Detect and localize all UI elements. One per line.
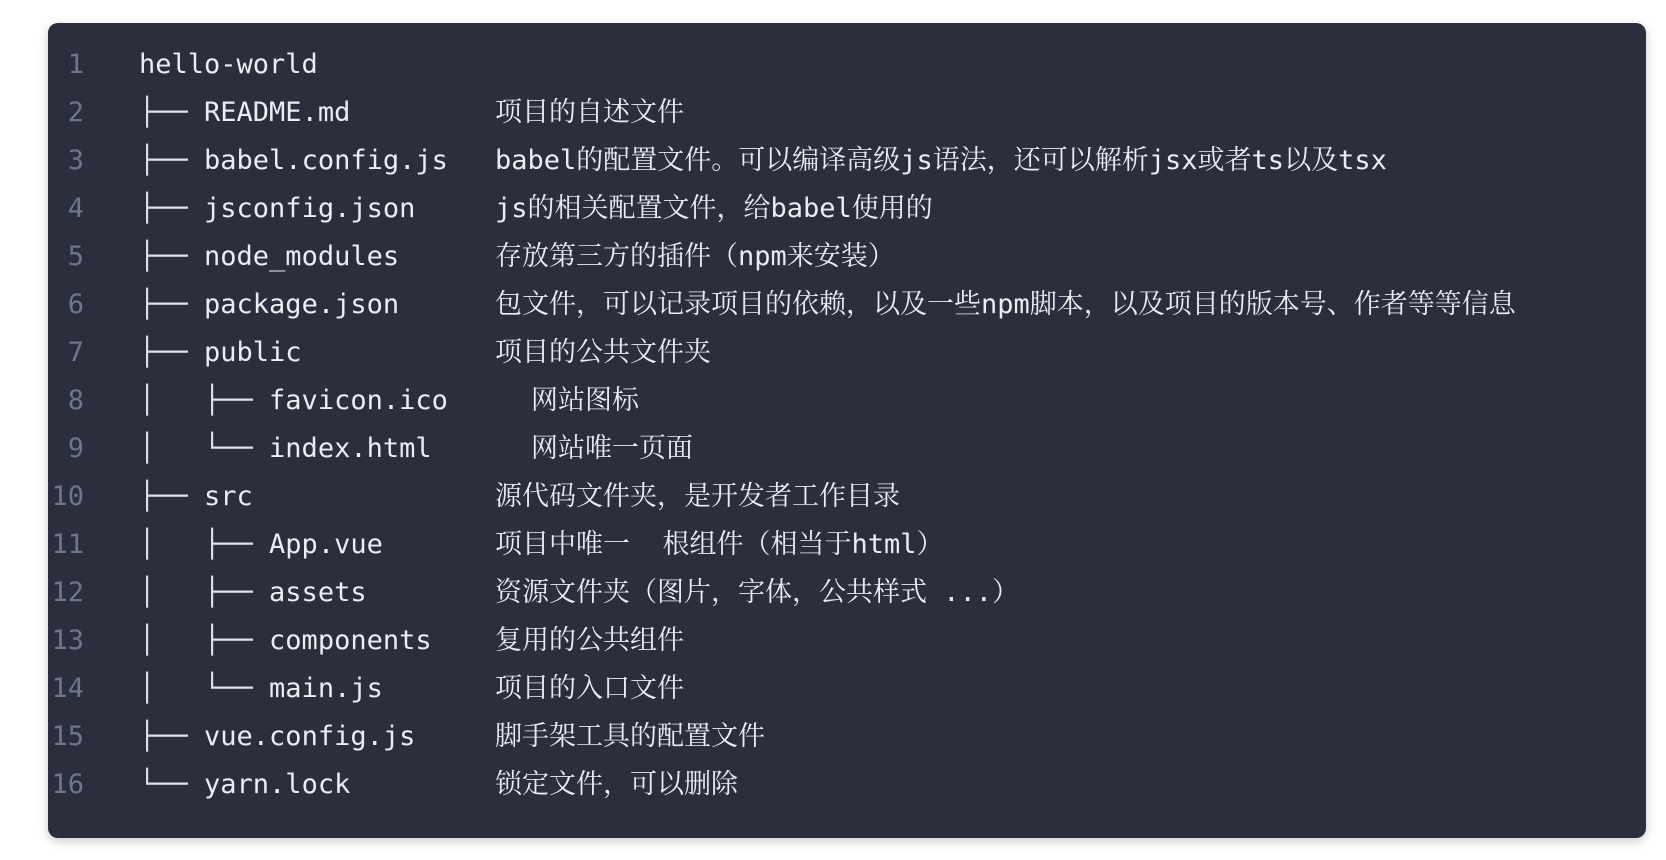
code-line [48,521,1646,569]
file-name: jsconfig.json [204,193,416,224]
code-line [48,569,1646,617]
file-name: index.html [269,433,432,464]
tree-entry [139,713,415,761]
line-number: 14 [51,673,84,704]
tree-branch-glyphs: │ └── [139,673,270,704]
file-tree [48,41,1646,809]
tree-entry [139,329,302,377]
tree-branch-glyphs: ├── [139,193,205,224]
tree-branch-glyphs: ├── [139,721,205,752]
code-line [48,329,1646,377]
line-number: 10 [51,481,84,512]
file-name: assets [269,577,367,608]
entry-description: babel的配置文件。可以编译高级js语法，还可以解析jsx或者ts以及tsx [495,145,1387,176]
code-line [48,137,1646,185]
tree-entry [139,281,399,329]
tree-branch-glyphs: ├── [139,97,205,128]
file-name: package.json [204,289,400,320]
tree-entry [139,617,432,665]
entry-description: 包文件，可以记录项目的依赖，以及一些npm脚本，以及项目的版本号、作者等等信息 [495,289,1516,320]
tree-branch-glyphs: ├── [139,145,205,176]
line-number: 13 [51,625,84,656]
line-number: 9 [67,433,84,464]
file-name: favicon.ico [269,385,448,416]
line-number: 4 [67,193,84,224]
entry-description: js的相关配置文件，给babel使用的 [495,193,933,224]
file-name: node_modules [204,241,400,272]
tree-entry [139,521,383,569]
tree-branch-glyphs: ├── [139,241,205,272]
tree-entry [139,185,415,233]
entry-description: 项目的公共文件夹 [495,337,711,368]
line-number: 16 [51,769,84,800]
tree-entry [139,569,367,617]
code-line [48,473,1646,521]
tree-entry [139,473,253,521]
line-number: 6 [67,289,84,320]
tree-branch-glyphs: │ ├── [139,529,270,560]
entry-description: 源代码文件夹，是开发者工作目录 [495,481,900,512]
file-name: README.md [204,97,351,128]
file-name: babel.config.js [204,145,448,176]
line-number: 5 [67,241,84,272]
entry-description: 锁定文件，可以删除 [495,769,738,800]
line-number: 8 [67,385,84,416]
tree-entry [139,41,318,89]
line-number: 3 [67,145,84,176]
tree-entry [139,665,383,713]
entry-description: 网站图标 [531,385,639,416]
entry-description: 项目的入口文件 [495,673,684,704]
line-number: 2 [67,97,84,128]
tree-branch-glyphs: └── [139,769,205,800]
file-name: src [204,481,253,512]
tree-entry [139,761,350,809]
line-number: 12 [51,577,84,608]
tree-branch-glyphs: │ ├── [139,577,270,608]
line-number: 11 [51,529,84,560]
file-name: App.vue [269,529,383,560]
file-name: yarn.lock [204,769,351,800]
tree-branch-glyphs: ├── [139,337,205,368]
code-line [48,41,1646,89]
code-line [48,377,1646,425]
code-line [48,425,1646,473]
line-number: 1 [67,49,84,80]
code-line [48,185,1646,233]
line-number: 7 [67,337,84,368]
entry-description: 资源文件夹（图片，字体，公共样式 ...） [495,577,1020,608]
tree-branch-glyphs: │ └── [139,433,270,464]
file-name: public [204,337,302,368]
entry-description: 项目中唯一 根组件（相当于html） [495,529,944,560]
entry-description: 复用的公共组件 [495,625,684,656]
code-line [48,665,1646,713]
tree-entry [139,377,448,425]
tree-branch-glyphs: │ ├── [139,385,270,416]
tree-entry [139,233,399,281]
entry-description: 网站唯一页面 [531,433,693,464]
code-line [48,761,1646,809]
file-name: vue.config.js [204,721,416,752]
tree-branch-glyphs: │ ├── [139,625,270,656]
tree-entry [139,425,432,473]
tree-branch-glyphs: ├── [139,481,205,512]
tree-entry [139,137,448,185]
tree-branch-glyphs: ├── [139,289,205,320]
code-line [48,617,1646,665]
file-name: hello-world [139,49,318,80]
code-block [48,23,1646,838]
file-name: components [269,625,432,656]
file-name: main.js [269,673,383,704]
code-line [48,233,1646,281]
entry-description: 脚手架工具的配置文件 [495,721,765,752]
tree-entry [139,89,350,137]
code-line [48,89,1646,137]
code-line [48,713,1646,761]
line-number: 15 [51,721,84,752]
code-line [48,281,1646,329]
entry-description: 存放第三方的插件（npm来安装） [495,241,895,272]
entry-description: 项目的自述文件 [495,97,684,128]
